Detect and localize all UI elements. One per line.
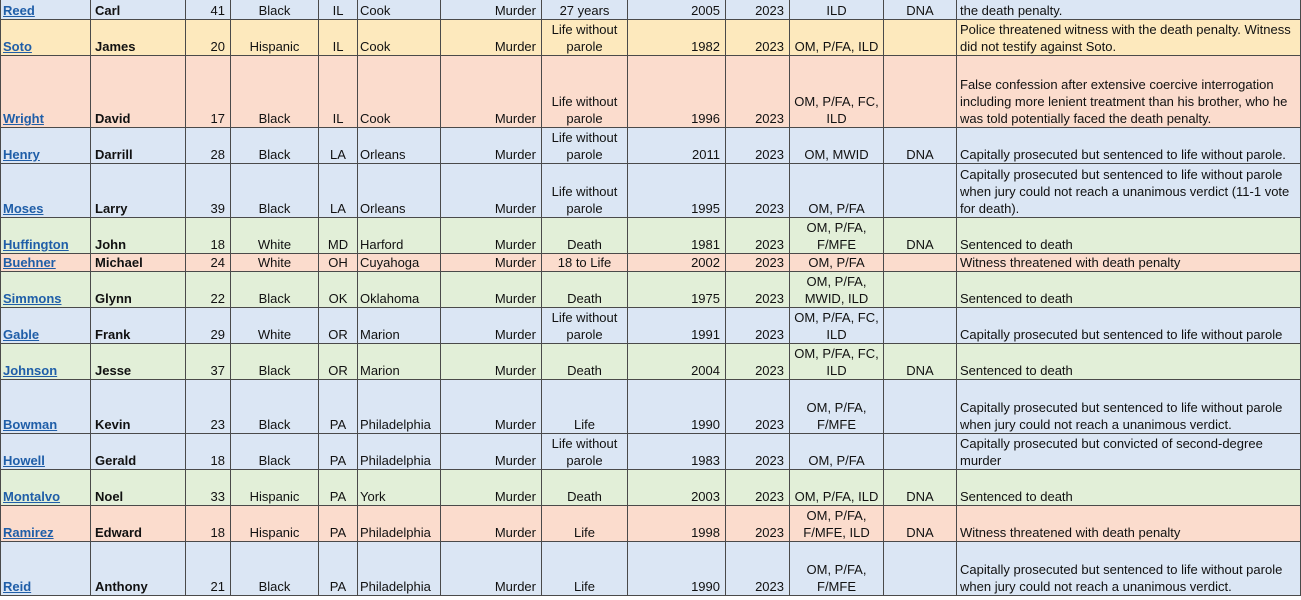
- first-name-cell: Frank: [91, 308, 186, 344]
- dna-cell: [884, 272, 957, 308]
- state-cell: PA: [319, 470, 358, 506]
- convicted-year-cell: 1983: [628, 434, 726, 470]
- state-cell: PA: [319, 380, 358, 434]
- race-cell: Black: [231, 56, 319, 128]
- county-cell: Philadelphia: [358, 434, 441, 470]
- county-cell: Orleans: [358, 128, 441, 164]
- convicted-year-cell: 1975: [628, 272, 726, 308]
- exonerated-year-cell: 2023: [726, 380, 790, 434]
- last-name-cell[interactable]: [1, 0, 91, 20]
- first-name-cell: Carl: [91, 0, 186, 20]
- last-name-cell[interactable]: [1, 254, 91, 272]
- convicted-year-cell: 2011: [628, 128, 726, 164]
- exonerated-year-cell: 2023: [726, 218, 790, 254]
- crime-cell: Murder: [441, 20, 542, 56]
- table-row: [1, 308, 1301, 344]
- exonerated-year-cell: 2023: [726, 128, 790, 164]
- age-cell: 18: [186, 506, 231, 542]
- dna-cell: DNA: [884, 0, 957, 20]
- last-name-cell[interactable]: [1, 434, 91, 470]
- state-cell: OR: [319, 308, 358, 344]
- dna-cell: [884, 542, 957, 596]
- county-cell: Cuyahoga: [358, 254, 441, 272]
- last-name-cell[interactable]: [1, 218, 91, 254]
- exonerated-year-cell: 2023: [726, 344, 790, 380]
- last-name-cell[interactable]: [1, 380, 91, 434]
- note-cell: the death penalty.: [957, 0, 1301, 20]
- last-name-link[interactable]: Huffington: [3, 237, 69, 252]
- county-cell: Orleans: [358, 164, 441, 218]
- convicted-year-cell: 2003: [628, 470, 726, 506]
- exonerated-year-cell: 2023: [726, 542, 790, 596]
- table-row: [1, 542, 1301, 596]
- last-name-link[interactable]: Simmons: [3, 291, 62, 306]
- first-name-cell: James: [91, 20, 186, 56]
- last-name-link[interactable]: Reed: [3, 3, 35, 18]
- exonerated-year-cell: 2023: [726, 164, 790, 218]
- table-row: [1, 218, 1301, 254]
- sentence-cell: Life: [542, 380, 628, 434]
- race-cell: Black: [231, 272, 319, 308]
- sentence-cell: 27 years: [542, 0, 628, 20]
- table-row: [1, 344, 1301, 380]
- first-name-cell: Edward: [91, 506, 186, 542]
- age-cell: 33: [186, 470, 231, 506]
- race-cell: Hispanic: [231, 20, 319, 56]
- race-cell: Black: [231, 542, 319, 596]
- note-cell: Sentenced to death: [957, 470, 1301, 506]
- factors-cell: OM, MWID: [790, 128, 884, 164]
- note-cell: Capitally prosecuted but sentenced to life without parole.: [957, 128, 1301, 164]
- factors-cell: ILD: [790, 0, 884, 20]
- exonerated-year-cell: 2023: [726, 20, 790, 56]
- county-cell: Philadelphia: [358, 380, 441, 434]
- race-cell: White: [231, 218, 319, 254]
- first-name-cell: Noel: [91, 470, 186, 506]
- county-cell: Philadelphia: [358, 542, 441, 596]
- dna-cell: DNA: [884, 470, 957, 506]
- last-name-link[interactable]: Howell: [3, 453, 45, 468]
- crime-cell: Murder: [441, 128, 542, 164]
- age-cell: 22: [186, 272, 231, 308]
- state-cell: OR: [319, 344, 358, 380]
- factors-cell: OM, P/FA, FC, ILD: [790, 344, 884, 380]
- last-name-cell[interactable]: [1, 542, 91, 596]
- last-name-link[interactable]: Gable: [3, 327, 40, 342]
- factors-cell: OM, P/FA, F/MFE: [790, 380, 884, 434]
- county-cell: York: [358, 470, 441, 506]
- county-cell: Philadelphia: [358, 506, 441, 542]
- table-row: [1, 380, 1301, 434]
- state-cell: IL: [319, 0, 358, 20]
- last-name-link[interactable]: Wright: [3, 111, 44, 126]
- last-name-link[interactable]: Soto: [3, 39, 32, 54]
- first-name-cell: David: [91, 56, 186, 128]
- state-cell: PA: [319, 506, 358, 542]
- sentence-cell: Life without parole: [542, 434, 628, 470]
- factors-cell: OM, P/FA: [790, 434, 884, 470]
- first-name-cell: Kevin: [91, 380, 186, 434]
- dna-cell: DNA: [884, 344, 957, 380]
- first-name-cell: Anthony: [91, 542, 186, 596]
- first-name-cell: Larry: [91, 164, 186, 218]
- race-cell: Black: [231, 0, 319, 20]
- note-cell: Sentenced to death: [957, 344, 1301, 380]
- factors-cell: OM, P/FA, F/MFE: [790, 218, 884, 254]
- race-cell: Hispanic: [231, 506, 319, 542]
- crime-cell: Murder: [441, 542, 542, 596]
- note-cell: Police threatened witness with the death penalty. Witness did not testify against Soto.: [957, 20, 1301, 56]
- last-name-link[interactable]: Henry: [3, 147, 40, 162]
- race-cell: Black: [231, 434, 319, 470]
- age-cell: 28: [186, 128, 231, 164]
- dna-cell: [884, 434, 957, 470]
- age-cell: 20: [186, 20, 231, 56]
- state-cell: LA: [319, 164, 358, 218]
- state-cell: IL: [319, 20, 358, 56]
- dna-cell: DNA: [884, 128, 957, 164]
- race-cell: Black: [231, 380, 319, 434]
- dna-cell: [884, 20, 957, 56]
- race-cell: Hispanic: [231, 470, 319, 506]
- sentence-cell: Death: [542, 470, 628, 506]
- note-cell: Witness threatened with death penalty: [957, 506, 1301, 542]
- state-cell: MD: [319, 218, 358, 254]
- crime-cell: Murder: [441, 218, 542, 254]
- last-name-cell[interactable]: [1, 56, 91, 128]
- sentence-cell: Life without parole: [542, 128, 628, 164]
- convicted-year-cell: 1998: [628, 506, 726, 542]
- county-cell: Cook: [358, 56, 441, 128]
- last-name-link[interactable]: Bowman: [3, 417, 58, 432]
- state-cell: OH: [319, 254, 358, 272]
- race-cell: Black: [231, 128, 319, 164]
- age-cell: 21: [186, 542, 231, 596]
- exonerated-year-cell: 2023: [726, 506, 790, 542]
- age-cell: 23: [186, 380, 231, 434]
- crime-cell: Murder: [441, 254, 542, 272]
- table-row: [1, 254, 1301, 272]
- sentence-cell: Life without parole: [542, 308, 628, 344]
- convicted-year-cell: 1981: [628, 218, 726, 254]
- crime-cell: Murder: [441, 470, 542, 506]
- crime-cell: Murder: [441, 164, 542, 218]
- sentence-cell: Death: [542, 272, 628, 308]
- convicted-year-cell: 1991: [628, 308, 726, 344]
- note-cell: False confession after extensive coercive interrogation including more lenient treatment than his brother, who he was told potentially faced the death penalty.: [957, 56, 1301, 128]
- table-row: [1, 434, 1301, 470]
- last-name-link[interactable]: Montalvo: [3, 489, 61, 504]
- race-cell: White: [231, 254, 319, 272]
- sentence-cell: Life without parole: [542, 20, 628, 56]
- crime-cell: Murder: [441, 308, 542, 344]
- last-name-cell[interactable]: [1, 470, 91, 506]
- age-cell: 17: [186, 56, 231, 128]
- sentence-cell: Life without parole: [542, 164, 628, 218]
- age-cell: 18: [186, 434, 231, 470]
- last-name-link[interactable]: Reid: [3, 579, 32, 594]
- exonerated-year-cell: 2023: [726, 308, 790, 344]
- exonerated-year-cell: 2023: [726, 56, 790, 128]
- exonerated-year-cell: 2023: [726, 0, 790, 20]
- factors-cell: OM, P/FA, FC, ILD: [790, 56, 884, 128]
- exonerated-year-cell: 2023: [726, 470, 790, 506]
- dna-cell: DNA: [884, 218, 957, 254]
- first-name-cell: Glynn: [91, 272, 186, 308]
- factors-cell: OM, P/FA, MWID, ILD: [790, 272, 884, 308]
- first-name-cell: Michael: [91, 254, 186, 272]
- age-cell: 39: [186, 164, 231, 218]
- age-cell: 24: [186, 254, 231, 272]
- last-name-cell[interactable]: [1, 506, 91, 542]
- last-name-cell[interactable]: [1, 344, 91, 380]
- sentence-cell: Death: [542, 218, 628, 254]
- factors-cell: OM, P/FA, F/MFE: [790, 542, 884, 596]
- note-cell: Capitally prosecuted but sentenced to life without parole: [957, 308, 1301, 344]
- note-cell: Sentenced to death: [957, 272, 1301, 308]
- state-cell: OK: [319, 272, 358, 308]
- factors-cell: OM, P/FA, ILD: [790, 20, 884, 56]
- convicted-year-cell: 1995: [628, 164, 726, 218]
- crime-cell: Murder: [441, 344, 542, 380]
- first-name-cell: Darrill: [91, 128, 186, 164]
- exonerated-year-cell: 2023: [726, 272, 790, 308]
- state-cell: LA: [319, 128, 358, 164]
- table-row: [1, 56, 1301, 128]
- exonerated-year-cell: 2023: [726, 434, 790, 470]
- county-cell: Cook: [358, 0, 441, 20]
- table-row: [1, 128, 1301, 164]
- convicted-year-cell: 2005: [628, 0, 726, 20]
- factors-cell: OM, P/FA: [790, 164, 884, 218]
- last-name-cell[interactable]: [1, 128, 91, 164]
- table-row: [1, 470, 1301, 506]
- table-row: [1, 0, 1301, 20]
- state-cell: PA: [319, 542, 358, 596]
- factors-cell: OM, P/FA, FC, ILD: [790, 308, 884, 344]
- crime-cell: Murder: [441, 380, 542, 434]
- convicted-year-cell: 1982: [628, 20, 726, 56]
- crime-cell: Murder: [441, 272, 542, 308]
- last-name-link[interactable]: Johnson: [3, 363, 58, 378]
- convicted-year-cell: 1990: [628, 380, 726, 434]
- convicted-year-cell: 2004: [628, 344, 726, 380]
- factors-cell: OM, P/FA, F/MFE, ILD: [790, 506, 884, 542]
- dna-cell: [884, 164, 957, 218]
- dna-cell: [884, 380, 957, 434]
- table-row: [1, 506, 1301, 542]
- first-name-cell: John: [91, 218, 186, 254]
- convicted-year-cell: 1990: [628, 542, 726, 596]
- sentence-cell: 18 to Life: [542, 254, 628, 272]
- last-name-cell[interactable]: [1, 20, 91, 56]
- county-cell: Oklahoma: [358, 272, 441, 308]
- race-cell: Black: [231, 164, 319, 218]
- last-name-link[interactable]: Buehner: [3, 255, 56, 270]
- table-body: [1, 0, 1301, 596]
- note-cell: Capitally prosecuted but sentenced to life without parole when jury could not reach a unanimous verdict (11-1 vote for death).: [957, 164, 1301, 218]
- last-name-cell[interactable]: [1, 272, 91, 308]
- crime-cell: Murder: [441, 434, 542, 470]
- state-cell: IL: [319, 56, 358, 128]
- table-row: [1, 272, 1301, 308]
- age-cell: 41: [186, 0, 231, 20]
- first-name-cell: Jesse: [91, 344, 186, 380]
- dna-cell: [884, 56, 957, 128]
- crime-cell: Murder: [441, 56, 542, 128]
- table-row: [1, 164, 1301, 218]
- age-cell: 29: [186, 308, 231, 344]
- last-name-link[interactable]: Ramirez: [3, 525, 54, 540]
- note-cell: Witness threatened with death penalty: [957, 254, 1301, 272]
- convicted-year-cell: 2002: [628, 254, 726, 272]
- factors-cell: OM, P/FA, ILD: [790, 470, 884, 506]
- dna-cell: DNA: [884, 506, 957, 542]
- last-name-cell[interactable]: [1, 164, 91, 218]
- note-cell: Capitally prosecuted but convicted of second-degree murder: [957, 434, 1301, 470]
- sentence-cell: Life: [542, 542, 628, 596]
- last-name-link[interactable]: Moses: [3, 201, 44, 216]
- note-cell: Capitally prosecuted but sentenced to life without parole when jury could not reach a unanimous verdict.: [957, 542, 1301, 596]
- county-cell: Cook: [358, 20, 441, 56]
- crime-cell: Murder: [441, 0, 542, 20]
- first-name-cell: Gerald: [91, 434, 186, 470]
- county-cell: Harford: [358, 218, 441, 254]
- note-cell: Capitally prosecuted but sentenced to life without parole when jury could not reach a unanimous verdict.: [957, 380, 1301, 434]
- sentence-cell: Life without parole: [542, 56, 628, 128]
- county-cell: Marion: [358, 308, 441, 344]
- dna-cell: [884, 254, 957, 272]
- race-cell: White: [231, 308, 319, 344]
- convicted-year-cell: 1996: [628, 56, 726, 128]
- age-cell: 37: [186, 344, 231, 380]
- note-cell: Sentenced to death: [957, 218, 1301, 254]
- factors-cell: OM, P/FA: [790, 254, 884, 272]
- state-cell: PA: [319, 434, 358, 470]
- county-cell: Marion: [358, 344, 441, 380]
- age-cell: 18: [186, 218, 231, 254]
- sentence-cell: Death: [542, 344, 628, 380]
- last-name-cell[interactable]: [1, 308, 91, 344]
- exonerated-year-cell: 2023: [726, 254, 790, 272]
- table-row: [1, 20, 1301, 56]
- dna-cell: [884, 308, 957, 344]
- crime-cell: Murder: [441, 506, 542, 542]
- sentence-cell: Life: [542, 506, 628, 542]
- race-cell: Black: [231, 344, 319, 380]
